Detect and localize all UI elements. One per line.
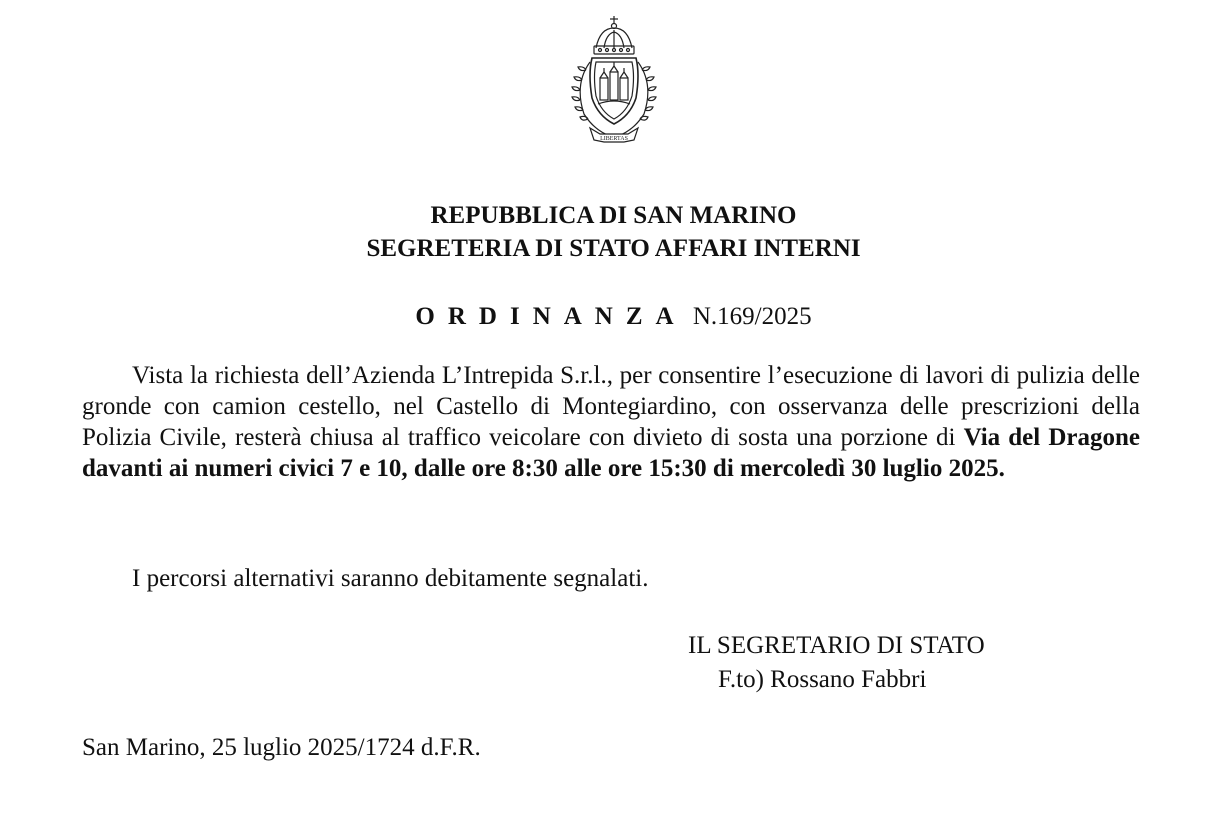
paragraph-text: Vista la richiesta dell’Azienda L’Intrepida S.r.l., per consentire l’esecuzione di lavori di pulizia delle gronde con camion cestello, nel Castello di Montegiardino, con osservanza delle prescrizioni della Polizia Civile, resterà chiusa al traffico veicolare con divieto di sosta una porzione di — [82, 362, 1140, 451]
ordinance-number: N.169/2025 — [692, 303, 812, 330]
svg-text:LIBERTAS: LIBERTAS — [600, 136, 628, 142]
signature-name: F.to) Rossano Fabbri — [718, 666, 927, 693]
ordinance-title: ORDINANZA — [415, 303, 687, 330]
header-republic: REPUBBLICA DI SAN MARINO — [430, 202, 797, 229]
alternative-routes-paragraph: I percorsi alternativi saranno debitamente segnalati. — [132, 565, 649, 592]
ordinance-heading — [0, 300, 1227, 334]
place-date: San Marino, 25 luglio 2025/1724 d.F.R. — [82, 734, 481, 761]
ordinance-paragraph — [82, 360, 1140, 484]
signature-title: IL SEGRETARIO DI STATO — [688, 632, 985, 659]
header-secretariat: SEGRETERIA DI STATO AFFARI INTERNI — [366, 235, 861, 262]
san-marino-coat-of-arms-icon — [560, 14, 668, 150]
paragraph-bold-text: Via del Dragone davanti ai numeri civici 7 e 10, dalle ore 8:30 alle ore 15:30 di mercoledì 30 luglio 2025. — [82, 424, 1140, 482]
